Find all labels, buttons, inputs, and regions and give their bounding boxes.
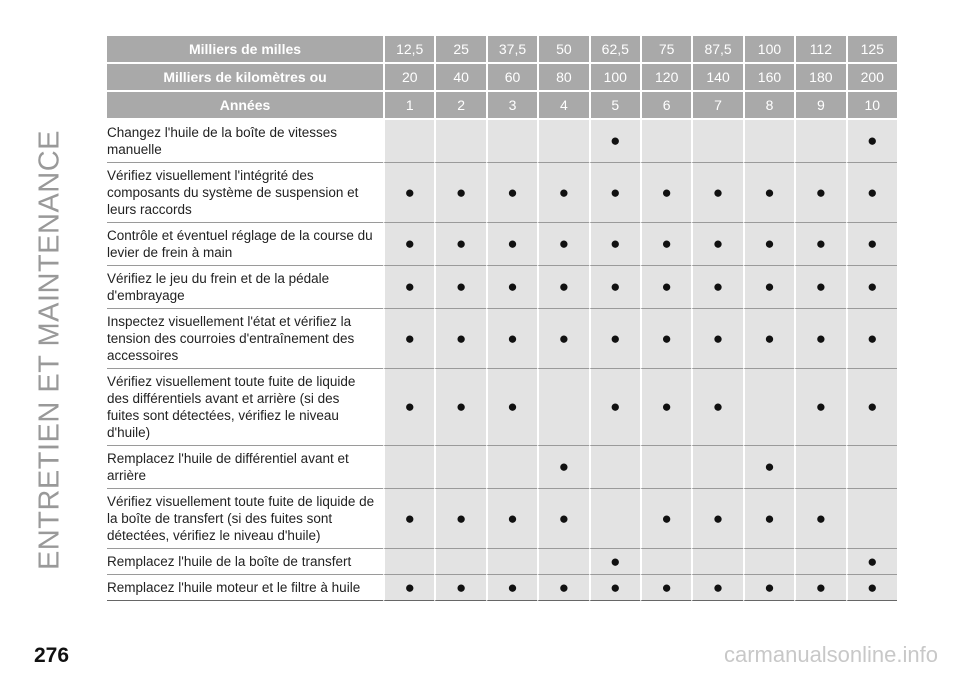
interval-mark: ● (640, 163, 691, 223)
header-value: 160 (743, 64, 794, 92)
header-value: 3 (486, 92, 537, 120)
interval-mark: ● (846, 120, 897, 163)
interval-mark: ● (743, 575, 794, 601)
interval-mark: ● (589, 369, 640, 446)
task-label: Remplacez l'huile de différentiel avant et arrière (107, 446, 383, 489)
interval-mark: ● (691, 223, 742, 266)
table-row (107, 446, 897, 489)
interval-cell (743, 369, 794, 446)
table-row (107, 223, 897, 266)
interval-cell (743, 120, 794, 163)
interval-mark: ● (434, 223, 485, 266)
header-row (107, 64, 897, 92)
interval-cell (794, 549, 845, 575)
interval-mark: ● (640, 369, 691, 446)
interval-cell (691, 446, 742, 489)
interval-cell (537, 120, 588, 163)
interval-mark: ● (691, 489, 742, 549)
table-row (107, 489, 897, 549)
task-label: Inspectez visuellement l'état et vérifiez la tension des courroies d'entraînement des accessoires (107, 309, 383, 369)
interval-cell (486, 549, 537, 575)
interval-mark: ● (691, 369, 742, 446)
header-label: Milliers de milles (107, 36, 383, 64)
interval-mark: ● (486, 575, 537, 601)
interval-mark: ● (383, 266, 434, 309)
interval-cell (846, 489, 897, 549)
task-label: Vérifiez le jeu du frein et de la pédale d'embrayage (107, 266, 383, 309)
interval-cell (691, 549, 742, 575)
interval-mark: ● (383, 223, 434, 266)
header-value: 87,5 (691, 36, 742, 64)
interval-cell (434, 120, 485, 163)
task-label: Contrôle et éventuel réglage de la course du levier de frein à main (107, 223, 383, 266)
interval-mark: ● (691, 163, 742, 223)
interval-cell (434, 446, 485, 489)
interval-mark: ● (486, 369, 537, 446)
table-row (107, 163, 897, 223)
interval-cell (640, 446, 691, 489)
interval-cell (794, 120, 845, 163)
interval-mark: ● (794, 163, 845, 223)
interval-mark: ● (537, 489, 588, 549)
header-value: 40 (434, 64, 485, 92)
header-value: 12,5 (383, 36, 434, 64)
interval-mark: ● (383, 575, 434, 601)
interval-cell (383, 446, 434, 489)
interval-mark: ● (434, 309, 485, 369)
header-value: 7 (691, 92, 742, 120)
header-row (107, 36, 897, 64)
interval-mark: ● (794, 369, 845, 446)
interval-mark: ● (537, 223, 588, 266)
interval-mark: ● (486, 309, 537, 369)
interval-mark: ● (486, 163, 537, 223)
header-value: 6 (640, 92, 691, 120)
header-value: 5 (589, 92, 640, 120)
interval-mark: ● (743, 223, 794, 266)
interval-cell (383, 120, 434, 163)
header-label: Milliers de kilomètres ou (107, 64, 383, 92)
header-value: 1 (383, 92, 434, 120)
task-label: Vérifiez visuellement toute fuite de liquide des différentiels avant et arrière (si des fuites sont détectées, vérifiez le niveau d'huile) (107, 369, 383, 446)
table-row (107, 369, 897, 446)
interval-mark: ● (846, 575, 897, 601)
interval-mark: ● (383, 163, 434, 223)
interval-mark: ● (537, 575, 588, 601)
interval-mark: ● (434, 489, 485, 549)
header-value: 100 (589, 64, 640, 92)
header-value: 125 (846, 36, 897, 64)
header-value: 75 (640, 36, 691, 64)
task-label: Remplacez l'huile moteur et le filtre à huile (107, 575, 383, 601)
interval-mark: ● (846, 223, 897, 266)
task-label: Changez l'huile de la boîte de vitesses manuelle (107, 120, 383, 163)
maintenance-schedule-table (107, 36, 897, 601)
interval-mark: ● (794, 489, 845, 549)
interval-cell (537, 549, 588, 575)
table-row (107, 266, 897, 309)
interval-mark: ● (691, 266, 742, 309)
interval-cell (486, 120, 537, 163)
task-label: Vérifiez visuellement toute fuite de liquide de la boîte de transfert (si des fuites sont détectées, vérifiez le niveau d'huile) (107, 489, 383, 549)
interval-mark: ● (434, 575, 485, 601)
header-value: 50 (537, 36, 588, 64)
interval-mark: ● (537, 309, 588, 369)
interval-mark: ● (640, 223, 691, 266)
interval-mark: ● (743, 446, 794, 489)
interval-mark: ● (589, 309, 640, 369)
header-value: 120 (640, 64, 691, 92)
header-value: 62,5 (589, 36, 640, 64)
header-value: 25 (434, 36, 485, 64)
interval-cell (640, 120, 691, 163)
interval-mark: ● (589, 120, 640, 163)
interval-cell (589, 489, 640, 549)
header-value: 4 (537, 92, 588, 120)
watermark-text: carmanualsonline.info (723, 642, 938, 667)
interval-cell (794, 446, 845, 489)
header-value: 9 (794, 92, 845, 120)
task-label: Vérifiez visuellement l'intégrité des composants du système de suspension et leurs raccords (107, 163, 383, 223)
table-row (107, 549, 897, 575)
header-value: 10 (846, 92, 897, 120)
header-value: 37,5 (486, 36, 537, 64)
header-row (107, 92, 897, 120)
interval-mark: ● (589, 223, 640, 266)
interval-mark: ● (846, 369, 897, 446)
interval-mark: ● (743, 489, 794, 549)
interval-mark: ● (794, 223, 845, 266)
interval-mark: ● (589, 266, 640, 309)
interval-mark: ● (434, 266, 485, 309)
interval-cell (743, 549, 794, 575)
interval-mark: ● (846, 549, 897, 575)
interval-cell (486, 446, 537, 489)
interval-mark: ● (486, 266, 537, 309)
interval-mark: ● (537, 446, 588, 489)
schedule-header (107, 36, 897, 120)
interval-mark: ● (589, 575, 640, 601)
interval-mark: ● (846, 309, 897, 369)
header-value: 200 (846, 64, 897, 92)
header-value: 100 (743, 36, 794, 64)
interval-mark: ● (640, 266, 691, 309)
interval-mark: ● (434, 369, 485, 446)
header-value: 8 (743, 92, 794, 120)
header-label: Années (107, 92, 383, 120)
header-value: 80 (537, 64, 588, 92)
interval-mark: ● (589, 549, 640, 575)
interval-mark: ● (794, 309, 845, 369)
interval-mark: ● (743, 163, 794, 223)
schedule-body (107, 120, 897, 601)
table-row (107, 575, 897, 601)
interval-cell (383, 549, 434, 575)
interval-mark: ● (846, 163, 897, 223)
page-number: 276 (34, 644, 70, 667)
table-row (107, 309, 897, 369)
interval-mark: ● (846, 266, 897, 309)
interval-mark: ● (691, 575, 742, 601)
interval-mark: ● (486, 223, 537, 266)
interval-mark: ● (434, 163, 485, 223)
interval-cell (434, 549, 485, 575)
header-value: 140 (691, 64, 742, 92)
interval-mark: ● (640, 489, 691, 549)
interval-cell (589, 446, 640, 489)
interval-cell (640, 549, 691, 575)
interval-mark: ● (640, 575, 691, 601)
interval-mark: ● (383, 489, 434, 549)
table-row (107, 120, 897, 163)
interval-mark: ● (743, 309, 794, 369)
header-value: 2 (434, 92, 485, 120)
interval-mark: ● (743, 266, 794, 309)
interval-mark: ● (691, 309, 742, 369)
interval-mark: ● (537, 266, 588, 309)
interval-mark: ● (383, 369, 434, 446)
interval-mark: ● (794, 266, 845, 309)
interval-mark: ● (383, 309, 434, 369)
header-value: 20 (383, 64, 434, 92)
interval-mark: ● (537, 163, 588, 223)
header-value: 180 (794, 64, 845, 92)
interval-cell (537, 369, 588, 446)
interval-cell (846, 446, 897, 489)
header-value: 60 (486, 64, 537, 92)
interval-mark: ● (794, 575, 845, 601)
interval-mark: ● (486, 489, 537, 549)
interval-mark: ● (589, 163, 640, 223)
task-label: Remplacez l'huile de la boîte de transfert (107, 549, 383, 575)
header-value: 112 (794, 36, 845, 64)
section-side-title: ENTRETIEN ET MAINTENANCE (33, 129, 66, 571)
interval-cell (691, 120, 742, 163)
interval-mark: ● (640, 309, 691, 369)
